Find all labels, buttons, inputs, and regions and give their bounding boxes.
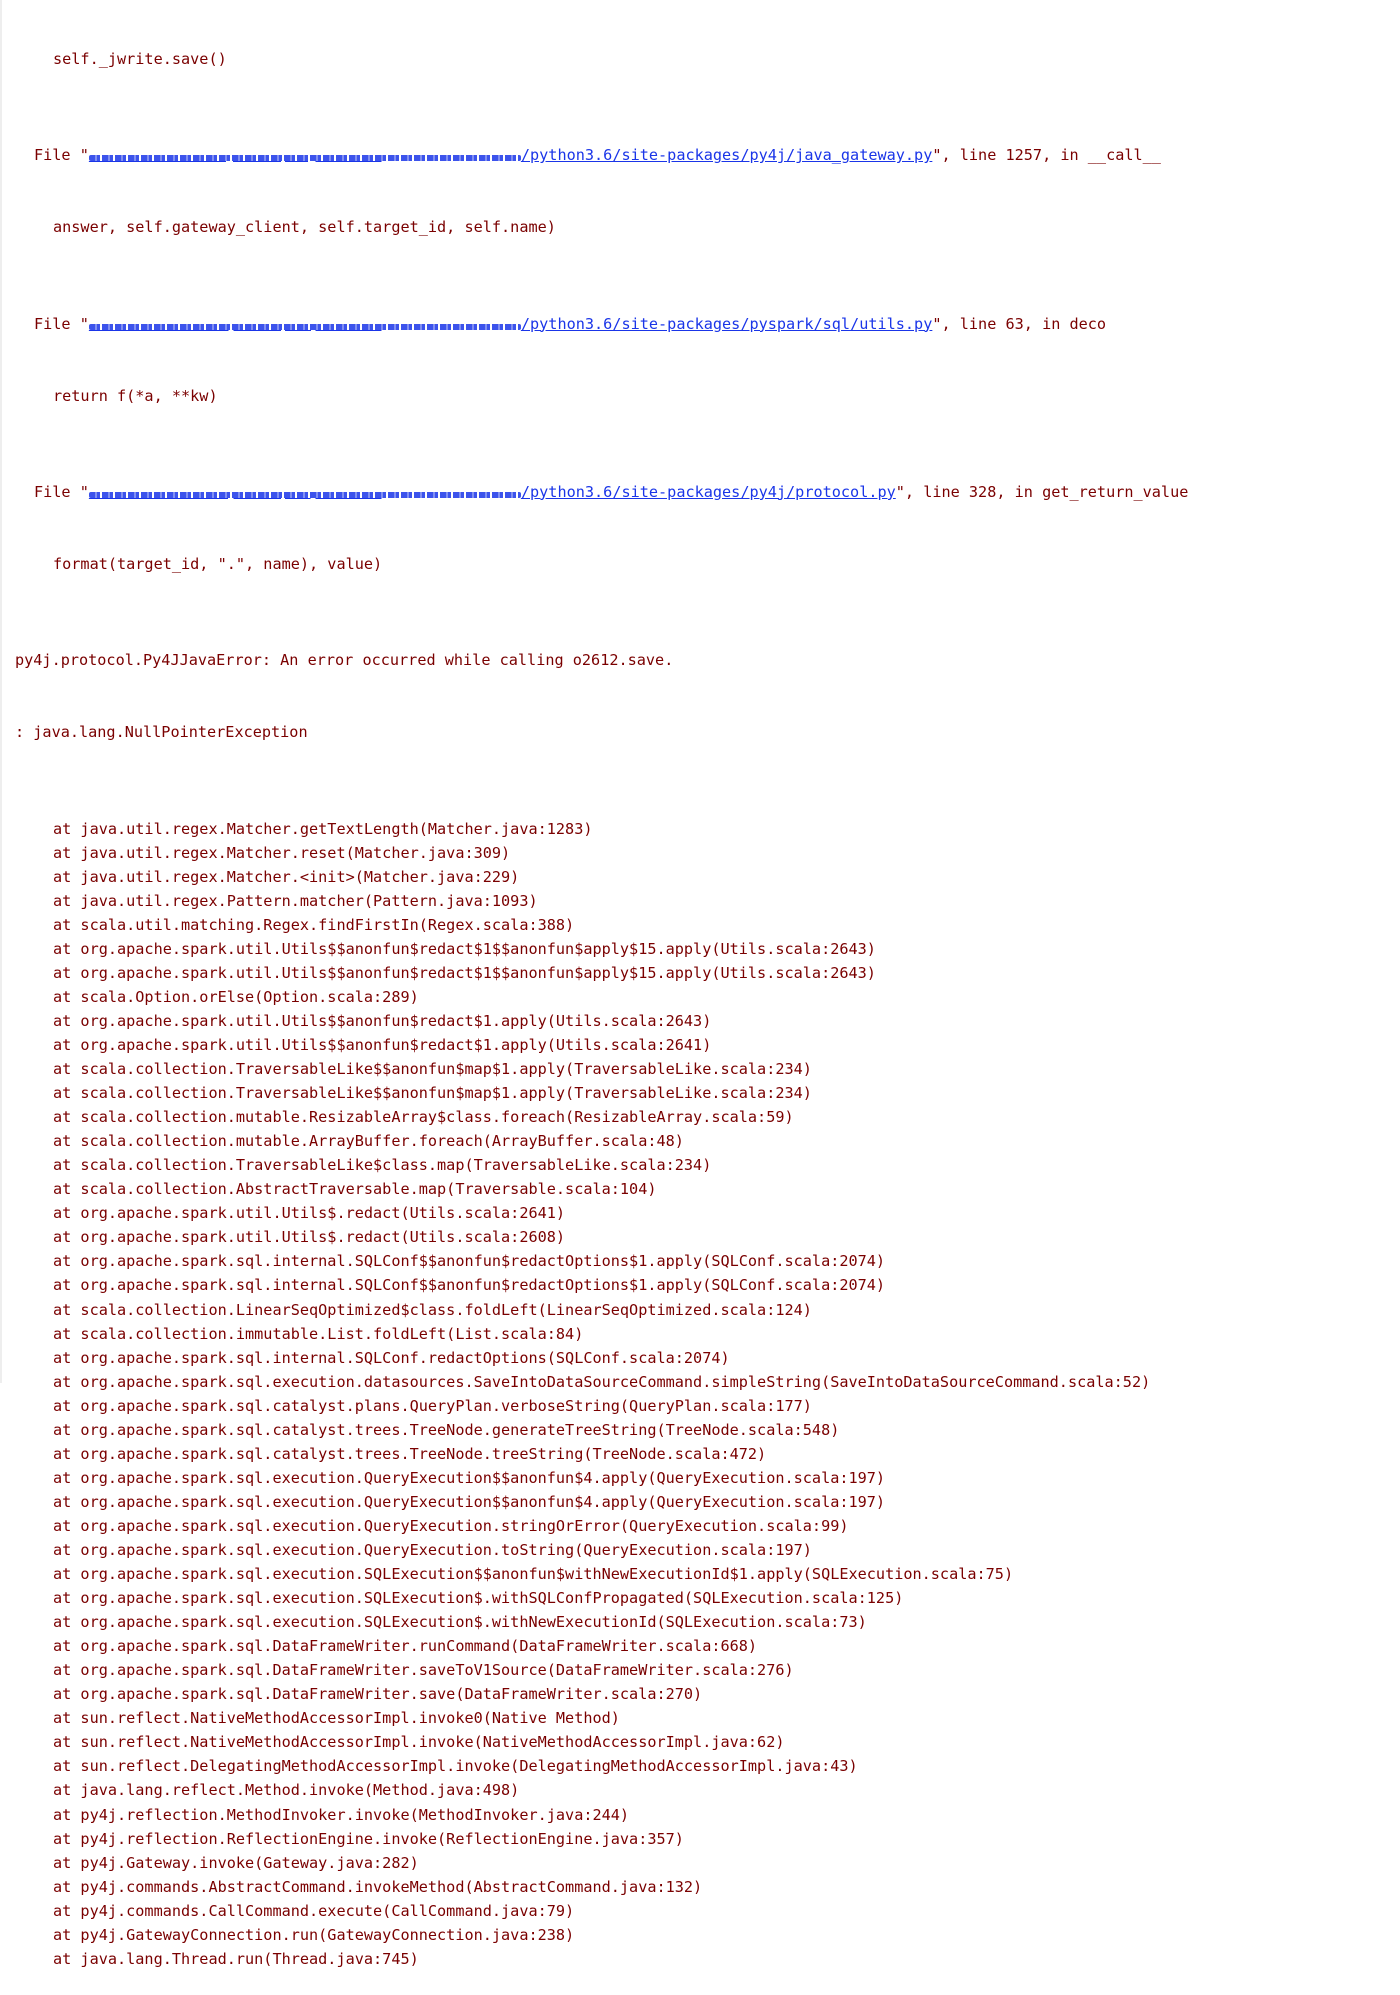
stack-frame-line: at scala.collection.TraversableLike$$anonfun$map$1.apply(TraversableLike.scala:234) <box>53 1060 812 1079</box>
stack-frame-line: at java.util.regex.Matcher.reset(Matcher.java:309) <box>53 843 511 862</box>
stack-frame-line: at org.apache.spark.sql.catalyst.trees.TreeNode.generateTreeString(TreeNode.scala:548) <box>53 1420 840 1439</box>
file-suffix: ", line 63, in deco <box>932 314 1107 333</box>
java-stack-trace <box>15 817 1188 1971</box>
stack-frame-line: at org.apache.spark.sql.catalyst.trees.TreeNode.treeString(TreeNode.scala:472) <box>53 1444 767 1463</box>
redacted-path-link[interactable] <box>89 480 521 504</box>
stack-frame-line: at scala.collection.AbstractTraversable.map(Traversable.scala:104) <box>53 1180 657 1199</box>
stack-frame-line: at scala.collection.TraversableLike$class.map(TraversableLike.scala:234) <box>53 1156 712 1175</box>
stack-frame-line: at org.apache.spark.util.Utils$$anonfun$redact$1.apply(Utils.scala:2643) <box>53 1011 712 1030</box>
stack-frame-line: at java.lang.Thread.run(Thread.java:745) <box>53 1949 419 1968</box>
stack-frame-line: at org.apache.spark.sql.execution.QueryExecution$$anonfun$4.apply(QueryExecution.scala:197) <box>53 1492 886 1511</box>
stack-frame-line: at sun.reflect.NativeMethodAccessorImpl.invoke0(Native Method) <box>53 1709 620 1728</box>
file-prefix: File " <box>34 314 89 333</box>
traceback-file-line <box>15 480 1188 504</box>
file-suffix: ", line 328, in get_return_value <box>895 482 1189 501</box>
stack-frame-line: at sun.reflect.DelegatingMethodAccessorImpl.invoke(DelegatingMethodAccessorImpl.java:43) <box>53 1757 858 1776</box>
stack-frame-line: at sun.reflect.NativeMethodAccessorImpl.invoke(NativeMethodAccessorImpl.java:62) <box>53 1733 785 1752</box>
traceback-code-line: return f(*a, **kw) <box>53 386 218 405</box>
error-traceback <box>15 0 1188 1995</box>
stack-frame-line: at scala.collection.mutable.ArrayBuffer.foreach(ArrayBuffer.scala:48) <box>53 1132 684 1151</box>
traceback-code-line: answer, self.gateway_client, self.target_id, self.name) <box>53 218 556 237</box>
redacted-path-link[interactable] <box>89 312 521 336</box>
stack-frame-line: at scala.collection.immutable.List.foldLeft(List.scala:84) <box>53 1324 584 1343</box>
exception-name: : java.lang.NullPointerException <box>15 723 308 742</box>
stack-frame-line: at org.apache.spark.sql.DataFrameWriter.save(DataFrameWriter.scala:270) <box>53 1685 703 1704</box>
stack-frame-line: at py4j.reflection.ReflectionEngine.invoke(ReflectionEngine.java:357) <box>53 1829 684 1848</box>
stack-frame-line: at java.lang.reflect.Method.invoke(Method.java:498) <box>53 1781 520 1800</box>
file-prefix: File " <box>34 482 89 501</box>
stack-frame-line: at py4j.commands.CallCommand.execute(CallCommand.java:79) <box>53 1901 575 1920</box>
stack-frame-line: at org.apache.spark.sql.DataFrameWriter.runCommand(DataFrameWriter.scala:668) <box>53 1637 758 1656</box>
stack-frame-line: at scala.util.matching.Regex.findFirstIn(Regex.scala:388) <box>53 915 575 934</box>
stack-frame-line: at org.apache.spark.sql.execution.datasources.SaveIntoDataSourceCommand.simpleString(SaveIntoDataSourceCommand.scala:52) <box>53 1372 1151 1391</box>
stack-frame-line: at org.apache.spark.util.Utils$.redact(Utils.scala:2608) <box>53 1228 566 1247</box>
stack-frame-line: at py4j.Gateway.invoke(Gateway.java:282) <box>53 1853 419 1872</box>
stack-frame-line: at org.apache.spark.sql.internal.SQLConf$$anonfun$redactOptions$1.apply(SQLConf.scala:2074) <box>53 1252 886 1271</box>
file-suffix: ", line 1257, in __call__ <box>932 146 1161 165</box>
stack-frame-line: at py4j.reflection.MethodInvoker.invoke(MethodInvoker.java:244) <box>53 1805 630 1824</box>
file-path-link[interactable]: /python3.6/site-packages/py4j/java_gateway.py <box>520 146 933 165</box>
stack-frame-line: at org.apache.spark.sql.catalyst.plans.QueryPlan.verboseString(QueryPlan.scala:177) <box>53 1396 812 1415</box>
file-prefix: File " <box>34 146 89 165</box>
stack-frame-line: at py4j.GatewayConnection.run(GatewayConnection.java:238) <box>53 1925 575 1944</box>
stack-frame-line: at scala.Option.orElse(Option.scala:289) <box>53 987 419 1006</box>
stack-frame-line: at java.util.regex.Pattern.matcher(Pattern.java:1093) <box>53 891 538 910</box>
stack-frame-line: at scala.collection.TraversableLike$$anonfun$map$1.apply(TraversableLike.scala:234) <box>53 1084 812 1103</box>
stack-frame-line: at org.apache.spark.sql.execution.SQLExecution$$anonfun$withNewExecutionId$1.apply(SQLExecution.scala:75) <box>53 1565 1014 1584</box>
stack-frame-line: at org.apache.spark.sql.internal.SQLConf$$anonfun$redactOptions$1.apply(SQLConf.scala:2074) <box>53 1276 886 1295</box>
redacted-path-link[interactable] <box>89 143 521 167</box>
stack-frame-line: at org.apache.spark.util.Utils$$anonfun$redact$1$$anonfun$apply$15.apply(Utils.scala:2643) <box>53 939 876 958</box>
stack-frame-line: at scala.collection.mutable.ResizableArray$class.foreach(ResizableArray.scala:59) <box>53 1108 794 1127</box>
stack-frame-line: at org.apache.spark.sql.internal.SQLConf.redactOptions(SQLConf.scala:2074) <box>53 1348 730 1367</box>
stack-frame-line: at scala.collection.LinearSeqOptimized$class.foldLeft(LinearSeqOptimized.scala:124) <box>53 1300 812 1319</box>
stack-frame-line: at org.apache.spark.sql.execution.SQLExecution$.withNewExecutionId(SQLExecution.scala:73) <box>53 1613 867 1632</box>
stack-frame-line: at org.apache.spark.sql.execution.SQLExecution$.withSQLConfPropagated(SQLExecution.scala:125) <box>53 1589 904 1608</box>
stack-frame-line: at org.apache.spark.util.Utils$$anonfun$redact$1.apply(Utils.scala:2641) <box>53 1036 712 1055</box>
file-path-link[interactable]: /python3.6/site-packages/py4j/protocol.py <box>520 482 896 501</box>
stack-frame-line: at org.apache.spark.util.Utils$.redact(Utils.scala:2641) <box>53 1204 566 1223</box>
file-path-link[interactable]: /python3.6/site-packages/pyspark/sql/utils.py <box>520 314 933 333</box>
stack-frame-line: at py4j.commands.AbstractCommand.invokeMethod(AbstractCommand.java:132) <box>53 1877 703 1896</box>
stack-frame-line: at org.apache.spark.sql.DataFrameWriter.saveToV1Source(DataFrameWriter.scala:276) <box>53 1661 794 1680</box>
stack-frame-line: at org.apache.spark.sql.execution.QueryExecution.stringOrError(QueryExecution.scala:99) <box>53 1516 849 1535</box>
stack-frame-line: at org.apache.spark.util.Utils$$anonfun$redact$1$$anonfun$apply$15.apply(Utils.scala:2643) <box>53 963 876 982</box>
traceback-file-line <box>15 143 1188 167</box>
traceback-code-line: format(target_id, ".", name), value) <box>53 555 383 574</box>
stack-frame-line: at org.apache.spark.sql.execution.QueryExecution.toString(QueryExecution.scala:197) <box>53 1541 812 1559</box>
stack-frame-line: at org.apache.spark.sql.execution.QueryExecution$$anonfun$4.apply(QueryExecution.scala:197) <box>53 1468 886 1487</box>
traceback-code-line: self._jwrite.save() <box>53 50 227 69</box>
traceback-file-line <box>15 312 1188 336</box>
stack-frame-line: at java.util.regex.Matcher.getTextLength(Matcher.java:1283) <box>53 819 593 838</box>
stack-frame-line: at java.util.regex.Matcher.<init>(Matcher.java:229) <box>53 867 520 886</box>
error-message: py4j.protocol.Py4JJavaError: An error occurred while calling o2612.save. <box>15 651 674 670</box>
output-left-border <box>0 0 2 1383</box>
